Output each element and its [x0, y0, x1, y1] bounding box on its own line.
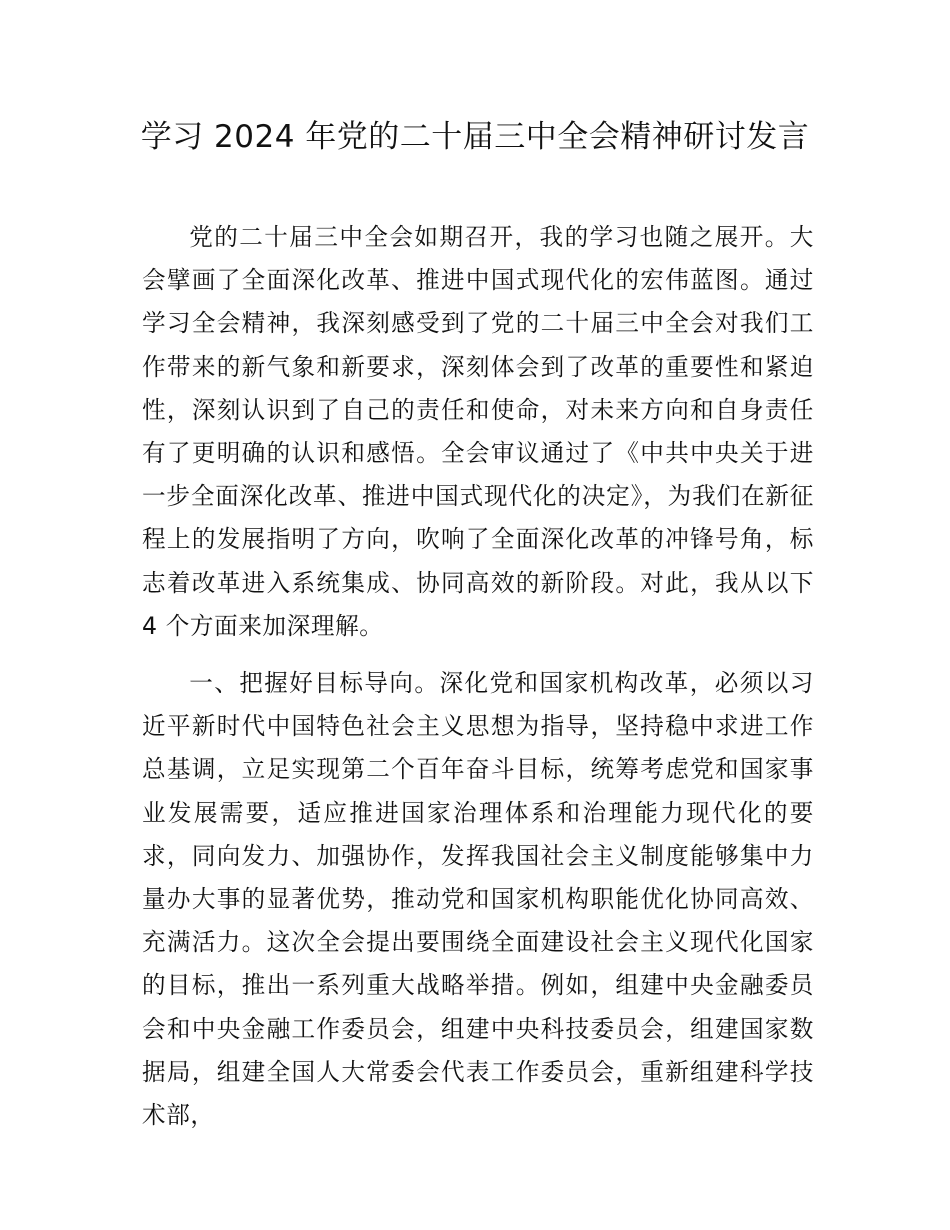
document-title: 学习 2024 年党的二十届三中全会精神研讨发言	[140, 119, 810, 155]
paragraph-intro: 党的二十届三中全会如期召开，我的学习也随之展开。大会擘画了全面深化改革、推进中国式现代化的宏伟蓝图。通过学习全会精神，我深刻感受到了党的二十届三中全会对我们工作带来的新气象和新要求，深刻体会到了改革的重要性和紧迫性，深刻认识到了自己的责任和使命，对未来方向和自身责任有了更明确的认识和感悟。全会审议通过了《中共中央关于进一步全面深化改革、推进中国式现代化的决定》，为我们在新征程上的发展指明了方向，吹响了全面深化改革的冲锋号角，标志着改革进入系统集成、协同高效的新阶段。对此，我从以下 4 个方面来加深理解。	[142, 223, 814, 640]
document-body	[142, 216, 814, 1151]
paragraph-section-one: 一、把握好目标导向。深化党和国家机构改革，必须以习近平新时代中国特色社会主义思想为指导，坚持稳中求进工作总基调，立足实现第二个百年奋斗目标，统筹考虑党和国家事业发展需要，适应推进国家治理体系和治理能力现代化的要求，同向发力、加强协作，发挥我国社会主义制度能够集中力量办大事的显著优势，推动党和国家机构职能优化协同高效、充满活力。这次全会提出要围绕全面建设社会主义现代化国家的目标，推出一系列重大战略举措。例如，组建中央金融委员会和中央金融工作委员会，组建中央科技委员会，组建国家数据局，组建全国人大常委会代表工作委员会，重新组建科学技术部，	[142, 669, 814, 1130]
